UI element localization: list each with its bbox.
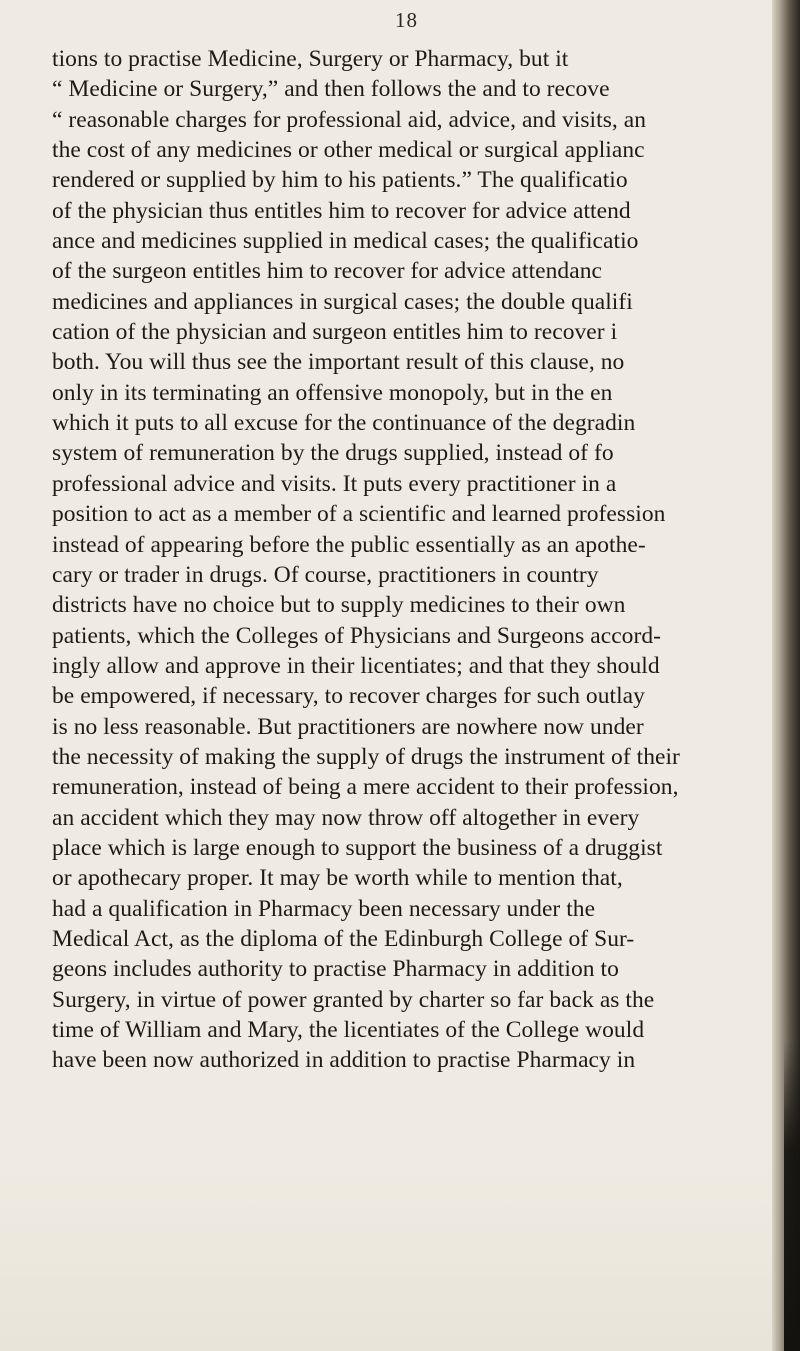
text-line: Surgery, in virtue of power granted by charter so far back as the [52, 986, 655, 1013]
text-line: medicines and appliances in surgical cases; the double qualifi [52, 288, 633, 315]
text-line: time of William and Mary, the licentiates of the College would [52, 1017, 645, 1043]
text-line: of the physician thus entitles him to recover for advice attend [52, 197, 631, 224]
text-line: cation of the physician and surgeon entitles him to recover i [52, 319, 618, 346]
text-line: position to act as a member of a scientific and learned profession [52, 501, 666, 528]
text-line: system of remuneration by the drugs supplied, instead of fo [52, 440, 614, 467]
text-line: instead of appearing before the public essentially as an apothe- [52, 531, 646, 558]
text-line: ance and medicines supplied in medical cases; the qualificatio [52, 228, 639, 255]
text-line: remuneration, instead of being a mere accident to their profession, [52, 774, 679, 801]
text-line: “ reasonable charges for professional aid, advice, and visits, an [52, 106, 647, 133]
text-line: cary or trader in drugs. Of course, practitioners in country [52, 561, 599, 588]
text-line: place which is large enough to support the business of a druggist [52, 834, 663, 861]
text-line: only in its terminating an offensive monopoly, but in the en [52, 379, 613, 406]
text-line: Medical Act, as the diploma of the Edinburgh College of Sur- [52, 925, 635, 952]
text-line: the cost of any medicines or other medical or surgical applianc [52, 137, 645, 164]
text-line: districts have no choice but to supply medicines to their own [52, 592, 626, 619]
text-line: of the surgeon entitles him to recover for advice attendanc [52, 258, 602, 285]
text-line: patients, which the Colleges of Physicians and Surgeons accord- [52, 622, 662, 649]
text-line: rendered or supplied by him to his patients.” The qualificatio [52, 167, 628, 194]
text-line: have been now authorized in addition to practise Pharmacy in [52, 1047, 636, 1074]
page-number: 18 [395, 8, 418, 32]
binding-shadow [784, 1040, 800, 1351]
text-line: tions to practise Medicine, Surgery or Pharmacy, but it [52, 46, 569, 72]
text-line: the necessity of making the supply of drugs the instrument of their [52, 743, 680, 770]
text-line: had a qualification in Pharmacy been necessary under the [52, 895, 596, 922]
text-line: an accident which they may now throw off altogether in every [52, 804, 640, 831]
text-line: professional advice and visits. It puts every practitioner in a [52, 470, 617, 497]
text-line: is no less reasonable. But practitioners are nowhere now under [52, 713, 644, 740]
text-line: “ Medicine or Surgery,” and then follows the and to recove [52, 76, 610, 103]
text-line: both. You will thus see the important result of this clause, no [52, 349, 625, 376]
body-text [52, 44, 792, 1076]
text-line: ingly allow and approve in their licentiates; and that they should [52, 652, 660, 679]
text-line: geons includes authority to practise Pharmacy in addition to [52, 956, 619, 983]
text-line: which it puts to all excuse for the continuance of the degradin [52, 410, 636, 437]
text-line: be empowered, if necessary, to recover charges for such outlay [52, 683, 645, 710]
page-shadow [0, 1161, 772, 1351]
text-line: or apothecary proper. It may be worth while to mention that, [52, 865, 623, 892]
